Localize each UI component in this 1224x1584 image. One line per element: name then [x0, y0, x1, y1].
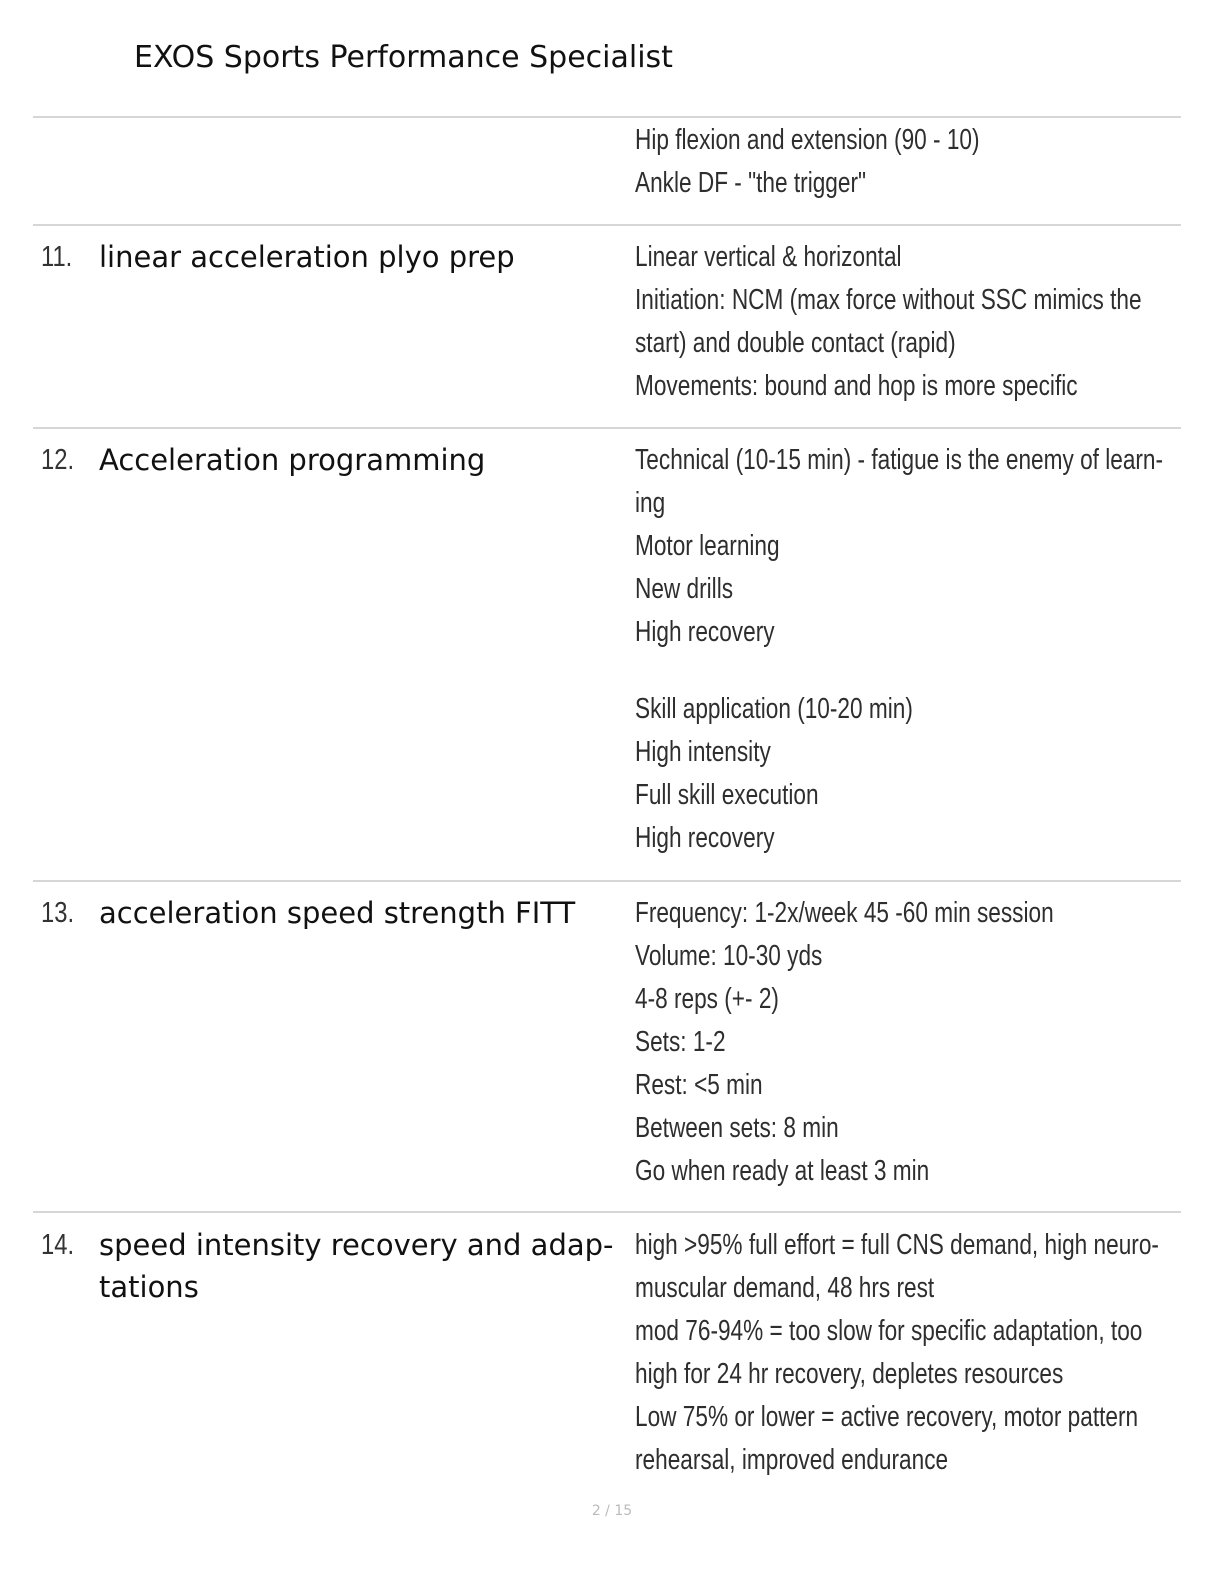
definition-line: Go when ready at least 3 min: [635, 1155, 930, 1187]
card-number: 11.: [41, 241, 73, 273]
definition-line: mod 76-94% = too slow for specific adaptation, too: [635, 1315, 1143, 1347]
card-definition: [635, 119, 1175, 205]
page-indicator: 2 / 15: [591, 1503, 633, 1519]
card-definition: [635, 236, 1175, 408]
definition-line: Skill application (10-20 min): [635, 693, 913, 725]
card-divider: [33, 116, 1181, 118]
definition-line: Motor learning: [635, 530, 780, 562]
definition-line: High intensity: [635, 736, 771, 768]
definition-line: Linear vertical & horizontal: [635, 241, 902, 273]
card-number: 13.: [41, 897, 75, 929]
definition-line: Full skill execution: [635, 779, 819, 811]
card-term: acceleration speed strength FITT: [99, 896, 576, 930]
definition-line: 4-8 reps (+- 2): [635, 983, 779, 1015]
definition-line: High recovery: [635, 616, 775, 648]
definition-line: Technical (10-15 min) - fatigue is the enemy of learn-: [635, 444, 1164, 476]
definition-line: Hip flexion and extension (90 - 10): [635, 124, 980, 156]
definition-line: New drills: [635, 573, 734, 605]
card-divider: [33, 1211, 1181, 1213]
definition-line: Ankle DF - "the trigger": [635, 167, 867, 199]
definition-line: high >95% full effort = full CNS demand, high neuro-: [635, 1229, 1159, 1261]
card-term: linear acceleration plyo prep: [99, 240, 515, 274]
definition-line: Between sets: 8 min: [635, 1112, 839, 1144]
card-divider: [33, 880, 1181, 882]
definition-line: Initiation: NCM (max force without SSC mimics the: [635, 284, 1142, 316]
definition-line: ing: [635, 487, 666, 519]
card-number: 12.: [41, 444, 75, 476]
card-term: speed intensity recovery and adap- tations: [99, 1228, 614, 1304]
definition-line: Low 75% or lower = active recovery, motor pattern: [635, 1401, 1139, 1433]
paragraph-gap: [635, 654, 1175, 688]
definition-line: muscular demand, 48 hrs rest: [635, 1272, 935, 1304]
definition-line: Frequency: 1-2x/week 45 -60 min session: [635, 897, 1054, 929]
card-definition: [635, 439, 1175, 860]
card-definition: [635, 892, 1175, 1193]
definition-line: Volume: 10-30 yds: [635, 940, 823, 972]
definition-line: Sets: 1-2: [635, 1026, 726, 1058]
definition-line: start) and double contact (rapid): [635, 327, 956, 359]
card-number: 14.: [41, 1229, 75, 1261]
card-divider: [33, 427, 1181, 429]
definition-line: Movements: bound and hop is more specific: [635, 370, 1078, 402]
definition-line: Rest: <5 min: [635, 1069, 763, 1101]
document-title: EXOS Sports Performance Specialist: [134, 40, 673, 75]
card-definition: [635, 1224, 1175, 1482]
card-term: Acceleration programming: [99, 443, 486, 477]
card-divider: [33, 224, 1181, 226]
definition-line: rehearsal, improved endurance: [635, 1444, 949, 1476]
definition-line: High recovery: [635, 822, 775, 854]
definition-line: high for 24 hr recovery, depletes resources: [635, 1358, 1064, 1390]
